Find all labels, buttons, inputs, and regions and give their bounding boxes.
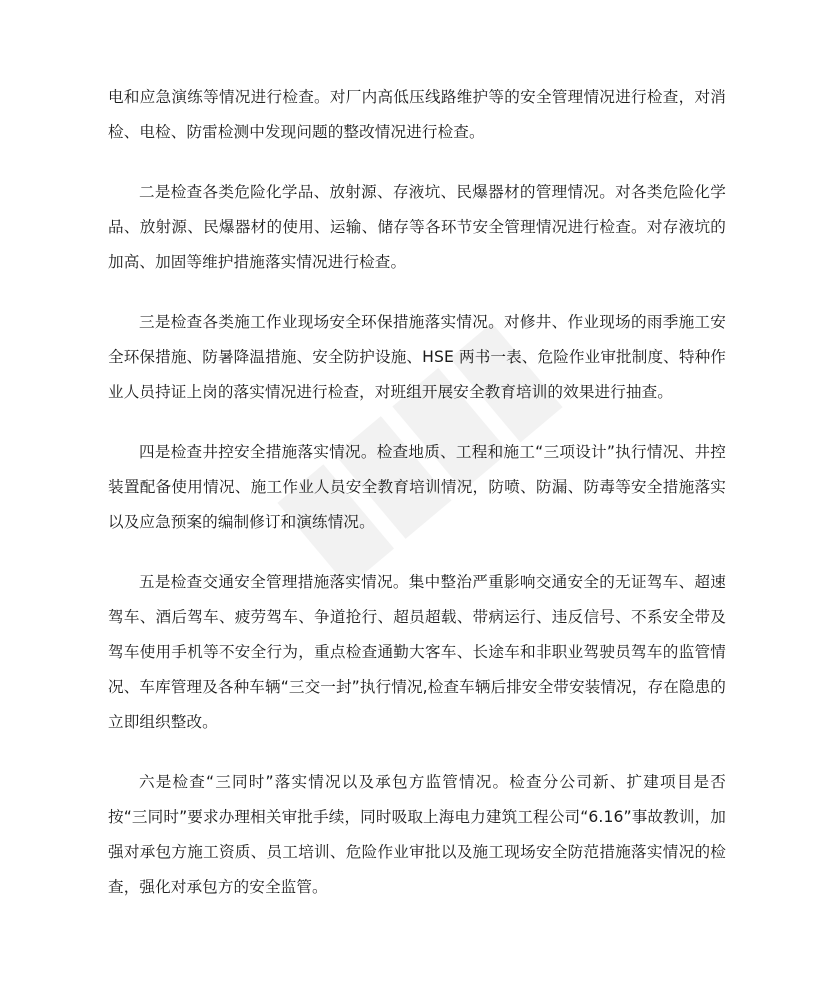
paragraph-hazardous-materials: 二是检查各类危险化学品、放射源、存液坑、民爆器材的管理情况。对各类危险化学品、放射源、民爆器材的使用、运输、储存等各环节安全管理情况进行检查。对存液坑的加高、加固等维护措施落实情况进行检查。	[108, 183, 726, 271]
paragraph-well-control: 四是检查井控安全措施落实情况。检查地质、工程和施工“三项设计”执行情况、井控装置配备使用情况、施工作业人员安全教育培训情况，防喷、防漏、防毒等安全措施落实以及应急预案的编制修订和演练情况。	[108, 443, 726, 531]
paragraph-worksite-safety: 三是检查各类施工作业现场安全环保措施落实情况。对修井、作业现场的雨季施工安全环保措施、防暑降温措施、安全防护设施、HSE 两书一表、危险作业审批制度、特种作业人员持证上岗的落实情况进行检查，对班组开展安全教育培训的效果进行抽查。	[108, 313, 726, 401]
paragraph-traffic-safety: 五是检查交通安全管理措施落实情况。集中整治严重影响交通安全的无证驾车、超速驾车、酒后驾车、疲劳驾车、争道抢行、超员超载、带病运行、违反信号、不系安全带及驾车使用手机等不安全行为，重点检查通勤大客车、长途车和非职业驾驶员驾车的监管情况、车库管理及各种车辆“三交一封”执行情况,检查车辆后排安全带安装情况，存在隐患的立即组织整改。	[108, 573, 726, 731]
paragraph-three-simultaneous: 六是检查“三同时”落实情况以及承包方监管情况。检查分公司新、扩建项目是否按“三同时”要求办理相关审批手续，同时吸取上海电力建筑工程公司“6.16”事故教训，加强对承包方施工资质、员工培训、危险作业审批以及施工现场安全防范措施落实情况的检查，强化对承包方的安全监管。	[108, 773, 726, 896]
paragraph-continuation: 电和应急演练等情况进行检查。对厂内高低压线路维护等的安全管理情况进行检查，对消检、电检、防雷检测中发现问题的整改情况进行检查。	[108, 88, 726, 141]
document-body	[108, 80, 726, 930]
